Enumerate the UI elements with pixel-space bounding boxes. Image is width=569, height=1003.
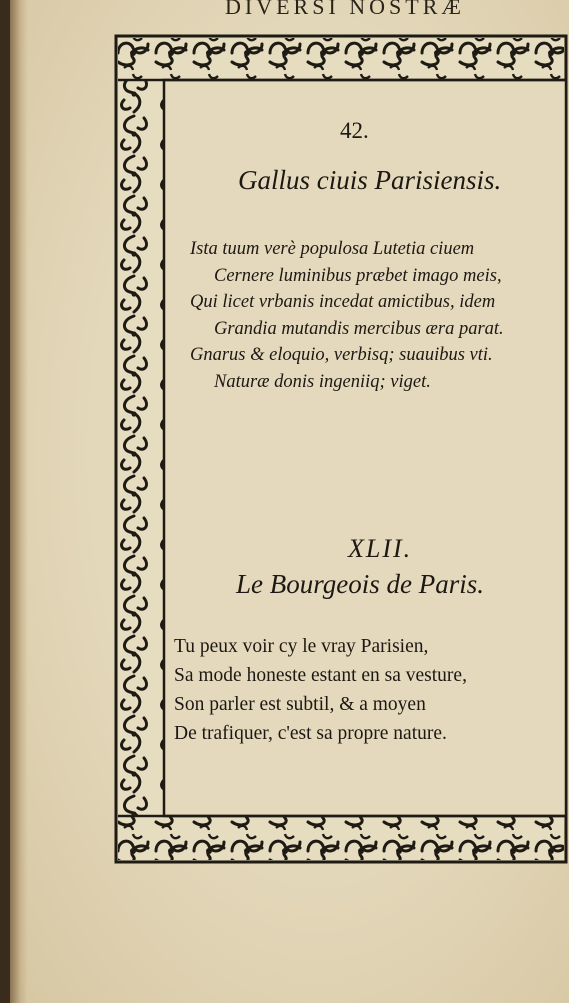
running-head: DIVERSI NOSTRÆ [225, 0, 465, 19]
verse-line: Tu peux voir cy le vray Parisien, [174, 636, 429, 657]
page-number: 42. [340, 118, 369, 143]
verse-line: De trafiquer, c'est sa propre nature. [174, 723, 447, 744]
verse-line: Naturæ donis ingeniiq; viget. [214, 371, 431, 392]
verse-line: Gnarus & eloquio, verbisq; suauibus vti. [190, 345, 493, 365]
verse-line: Sa mode honeste estant en sa vesture, [174, 665, 467, 686]
latin-verse [190, 236, 560, 395]
verse-line: Ista tuum verè populosa Lutetia ciuem [190, 239, 475, 259]
book-page [10, 0, 569, 1003]
verse-line: Cernere luminibus præbet imago meis, [214, 265, 502, 286]
french-verse [174, 632, 564, 748]
verse-line: Grandia mutandis mercibus æra parat. [214, 318, 504, 339]
verse-line: Son parler est subtil, & a moyen [174, 694, 426, 715]
latin-title: Gallus ciuis Parisiensis. [238, 165, 502, 195]
page-gutter-edge [10, 0, 28, 1003]
verse-line: Qui licet vrbanis incedat amictibus, idem [190, 292, 496, 312]
french-title: Le Bourgeois de Paris. [236, 569, 484, 599]
plate-number: XLII. [348, 534, 413, 563]
